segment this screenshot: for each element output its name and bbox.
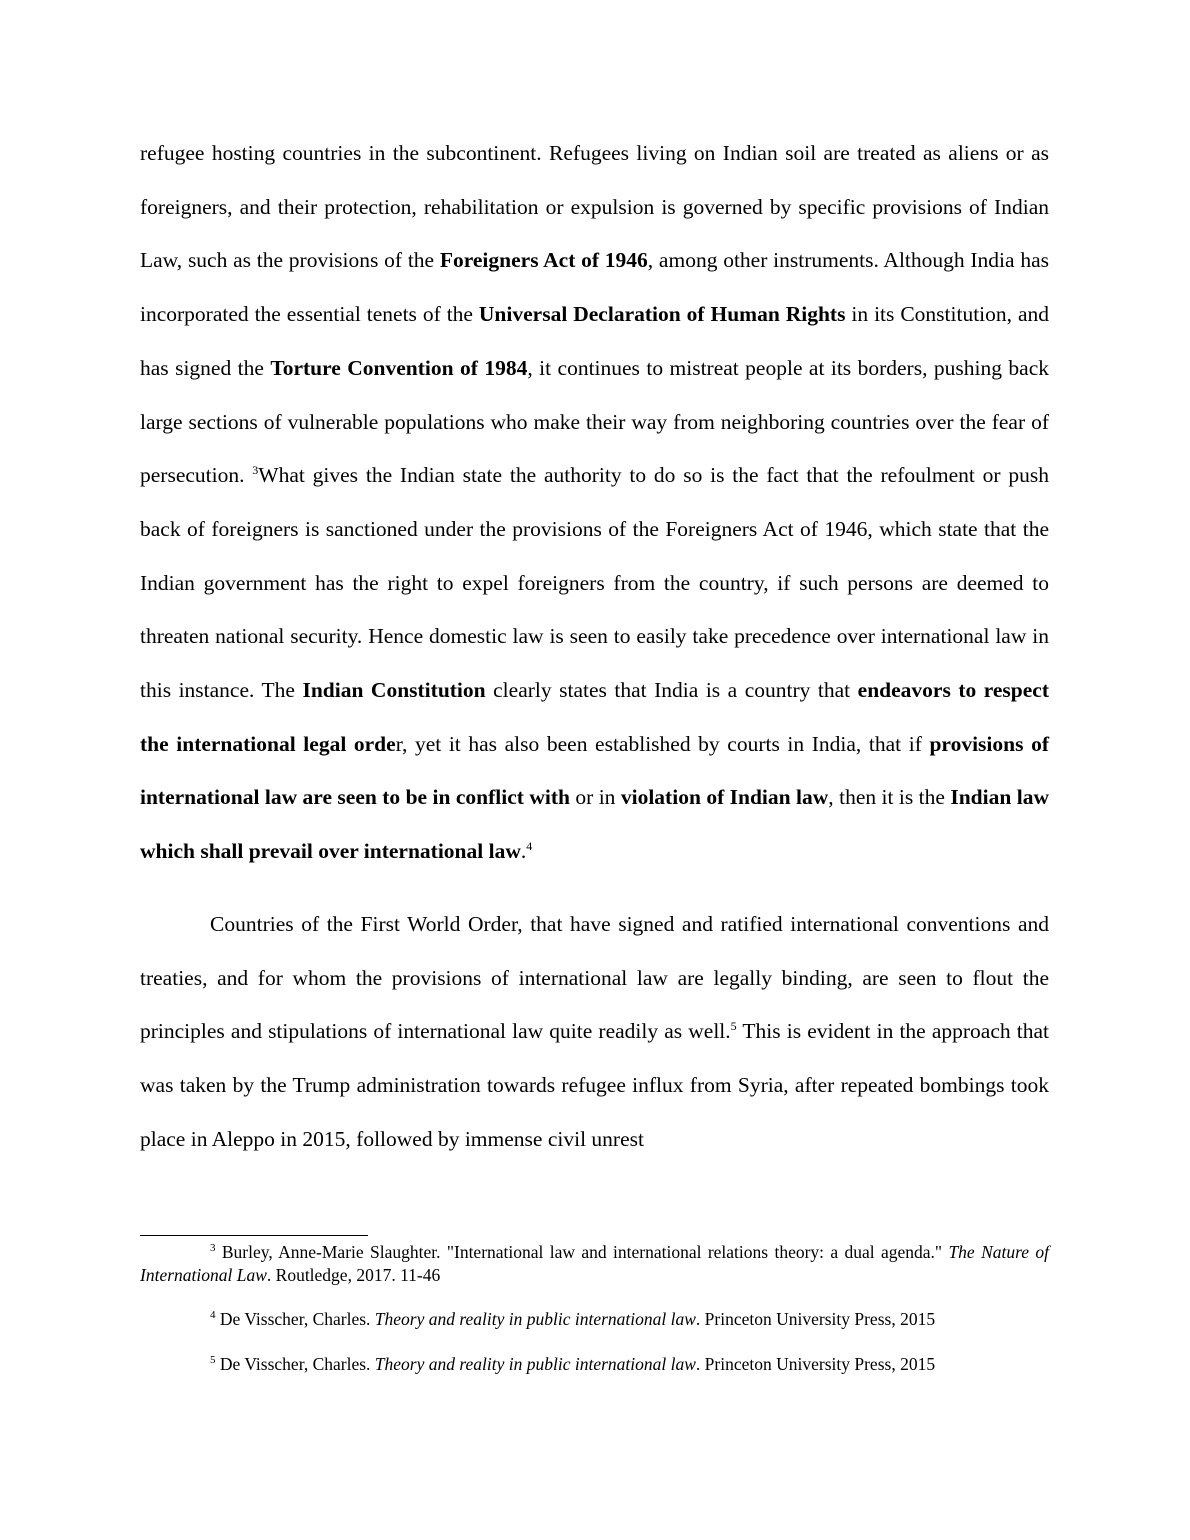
footnote-number: 5 [210,1354,216,1367]
footnote-ref-3[interactable]: 3 [252,463,259,478]
footnotes [140,1241,1049,1376]
bold-udhr: Universal Declaration of Human Rights [478,302,846,327]
footnote-3: $^3$ Burley, Anne-Marie Slaughter. "International law and international relations theory: a dual agenda." The Nature of International Law. Routledge, 2017. 11-46 [140,1242,1050,1285]
footnote-ref-4[interactable]: 4 [526,838,533,853]
bold-conflict-provisions: provisions of international law are seen to be in conflict with [140,731,1049,810]
footnote-ref-5[interactable]: 5 [730,1019,737,1034]
bold-legal-order: endeavors to respect the international legal orde [140,678,1050,756]
footnote-title: Theory and reality in public international law [374,1354,696,1374]
paragraph-2: Countries of the First World Order, that have signed and ratified international conventions and treaties, and for whom the provisions of international law are legally binding, are seen to flout the principles and stipulations of international law quite readily as well.$^5$ This is evident in the approach that was taken by the Trump administration towards refugee influx from Syria, after repeated bombings took place in Aleppo in 2015, followed by immense civil unrest [140,911,1050,1151]
bold-torture-convention: Torture Convention of 1984 [270,355,528,380]
bold-foreigners-act: Foreigners Act of 1946 [439,248,648,273]
footnote-title: The Nature of International Law [140,1242,1050,1285]
footnote-5: $^5$ De Visscher, Charles. Theory and reality in public international law. Princeton University Press, 2015 [210,1354,936,1374]
paragraph-1: refugee hosting countries in the subcontinent. Refugees living on Indian soil are treated as aliens or as foreigners, and their protection, rehabilitation or expulsion is governed by specific provisions of Indian Law, such as the provisions of the Foreigners Act of 1946, among other instruments. Although India has incorporated the essential tenets of the Universal Declaration of Human Rights in its Constitution, and has signed the Torture Convention of 1984, it continues to mistreat people at its borders, pushing back large sections of vulnerable populations who make their way from neighboring countries over the fear of persecution. $^3$What gives the Indian state the authority to do so is the fact that the refoulment or push back of foreigners is sanctioned under the provisions of the Foreigners Act of 1946, which state that the Indian government has the right to expel foreigners from the country, if such persons are deemed to threaten national security. Hence domestic law is seen to easily take precedence over international law in this instance. The Indian Constitution clearly states that India is a country that endeavors to respect the international legal order, yet it has also been established by courts in India, that if provisions of international law are seen to be in conflict with or in violation of Indian law, then it is the Indian law which shall prevail over international law.$^4$ [140,141,1050,864]
footnote-4: $^4$ De Visscher, Charles. Theory and reality in public international law. Princeton University Press, 2015 [210,1309,936,1329]
body-text [140,127,1049,1166]
bold-indian-law-prevail: Indian law which shall prevail over international law [140,785,1049,864]
footnote-separator [140,1235,368,1236]
footnote-number: 3 [210,1242,216,1255]
bold-indian-constitution: Indian Constitution [302,678,486,703]
bold-violation: violation of Indian law [620,785,829,810]
footnote-number: 4 [210,1309,216,1322]
footnote-title: Theory and reality in public international law [374,1309,696,1329]
